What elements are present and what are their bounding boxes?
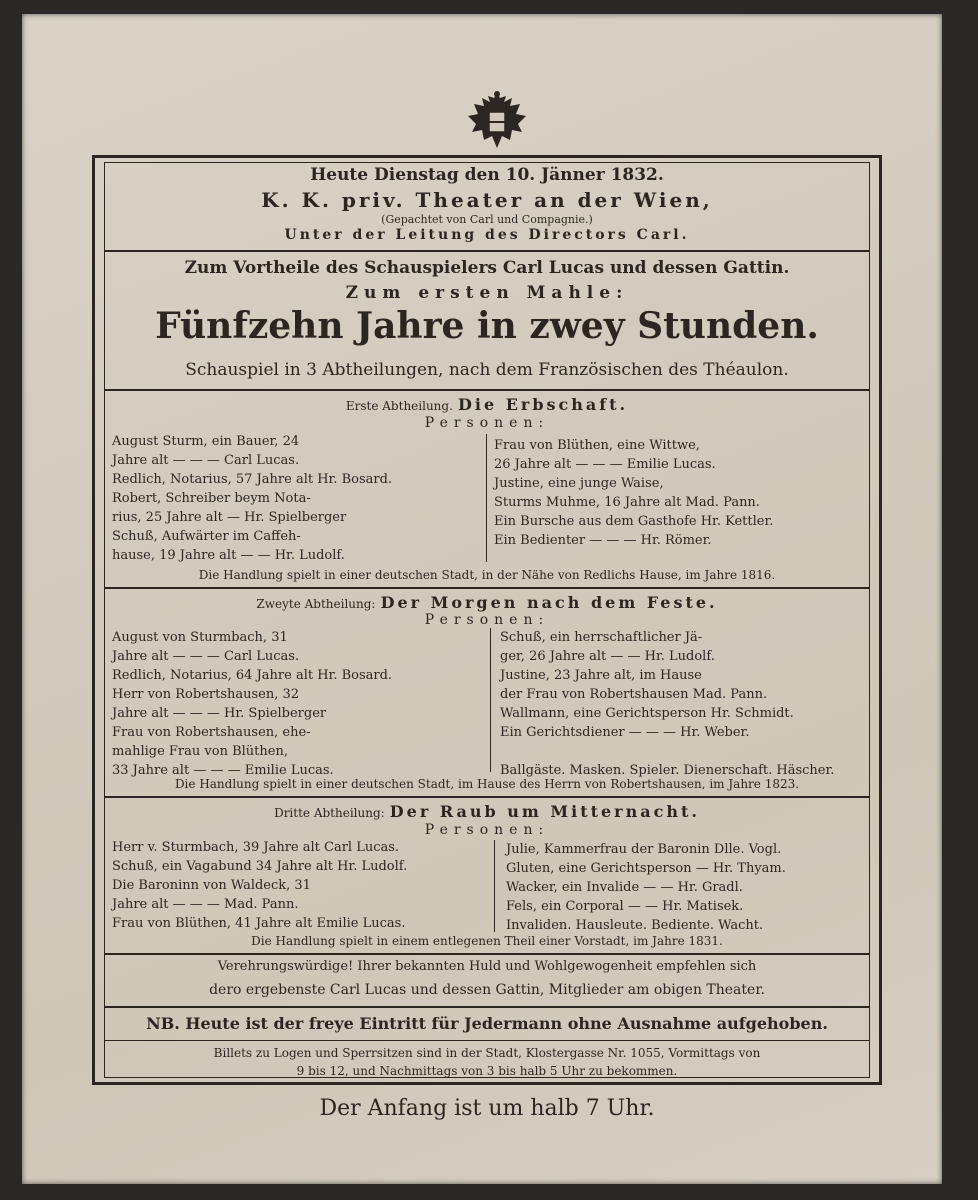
theater-direction: Unter der Leitung des Directors Carl.	[284, 227, 690, 243]
tickets-line-1: Billets zu Logen und Sperrsitzen sind in der Stadt, Klostergasse Nr. 1055, Vormittags von	[213, 1046, 761, 1060]
cast-line: Jahre alt — — — Hr. Spielberger	[112, 706, 327, 721]
cast-line: August Sturm, ein Bauer, 24	[112, 434, 300, 449]
cast-line: Schuß, Aufwärter im Caffeh-	[112, 529, 301, 544]
cast-line: Redlich, Notarius, 57 Jahre alt Hr. Bosard.	[112, 472, 393, 487]
act2-setting: Die Handlung spielt in einer deutschen Stadt, im Hause des Herrn von Robertshausen, im Jahre 1823.	[174, 777, 800, 791]
act3-setting: Die Handlung spielt in einem entlegenen Theil einer Vorstadt, im Jahre 1831.	[251, 934, 723, 948]
divider	[104, 389, 870, 391]
act3-cast-right	[506, 840, 786, 935]
act2-cast-right	[500, 628, 834, 780]
cast-line: Julie, Kammerfrau der Baronin Dlle. Vogl.	[506, 842, 782, 857]
dedication-line-1: Verehrungswürdige! Ihrer bekannten Huld und Wohlgewogenheit empfehlen sich	[217, 959, 757, 974]
cast-line: Schuß, ein Vagabund 34 Jahre alt Hr. Ludolf.	[112, 859, 408, 874]
cast-line: Gluten, eine Gerichtsperson — Hr. Thyam.	[506, 861, 786, 876]
cast-line: Frau von Robertshausen, ehe-	[112, 725, 311, 740]
column-divider	[494, 840, 495, 932]
cast-line: Justine, 23 Jahre alt, im Hause	[500, 668, 702, 683]
first-time-line: Zum ersten Mahle:	[345, 283, 629, 303]
act1-setting: Die Handlung spielt in einer deutschen Stadt, in der Nähe von Redlichs Hause, im Jahre 1816.	[198, 568, 776, 582]
cast-line: Jahre alt — — — Carl Lucas.	[112, 453, 300, 468]
start-time: Der Anfang ist um halb 7 Uhr.	[319, 1096, 655, 1121]
cast-line	[500, 742, 834, 761]
cast-line: Robert, Schreiber beym Nota-	[112, 491, 311, 506]
cast-line: Invaliden. Hausleute. Bediente. Wacht.	[506, 918, 764, 933]
cast-line: Herr von Robertshausen, 32	[112, 687, 300, 702]
cast-line: Wacker, ein Invalide — — Hr. Gradl.	[506, 880, 743, 895]
cast-line: hause, 19 Jahre alt — — Hr. Ludolf.	[112, 548, 345, 563]
cast-line: 26 Jahre alt — — — Emilie Lucas.	[494, 457, 716, 472]
theater-owner: (Gepachtet von Carl und Compagnie.)	[381, 213, 593, 226]
act2-heading	[104, 593, 870, 612]
cast-line: der Frau von Robertshausen Mad. Pann.	[500, 687, 768, 702]
nb-notice: NB. Heute ist der freye Eintritt für Jedermann ohne Ausnahme aufgehoben.	[146, 1014, 828, 1033]
benefit-line: Zum Vortheile des Schauspielers Carl Lucas und dessen Gattin.	[184, 258, 790, 278]
act2-heading-small: Zweyte Abtheilung:	[256, 597, 376, 611]
act1-heading-title: Die Erbschaft.	[458, 395, 629, 414]
date-line: Heute Dienstag den 10. Jänner 1832.	[310, 165, 664, 185]
act1-heading	[104, 395, 870, 414]
divider	[104, 796, 870, 798]
act3-heading-small: Dritte Abtheilung:	[274, 806, 385, 820]
act3-cast-left	[112, 838, 407, 933]
act3-heading-title: Der Raub um Mitternacht.	[389, 802, 700, 821]
cast-line: Ballgäste. Masken. Spieler. Dienerschaft. Häscher.	[500, 763, 835, 778]
cast-line: mahlige Frau von Blüthen,	[112, 744, 288, 759]
play-title: Fünfzehn Jahre in zwey Stunden.	[155, 305, 819, 347]
cast-line: Justine, eine junge Waise,	[494, 476, 664, 491]
tickets-line-2: 9 bis 12, und Nachmittags von 3 bis halb 5 Uhr zu bekommen.	[296, 1064, 678, 1078]
cast-line: Die Baroninn von Waldeck, 31	[112, 878, 311, 893]
cast-line: Frau von Blüthen, eine Wittwe,	[494, 438, 700, 453]
column-divider	[486, 434, 487, 562]
act1-heading-small: Erste Abtheilung.	[345, 399, 453, 413]
theater-name: K. K. priv. Theater an der Wien,	[261, 188, 713, 212]
divider	[104, 587, 870, 589]
act2-personen: Personen:	[424, 612, 550, 628]
cast-line: Redlich, Notarius, 64 Jahre alt Hr. Bosard.	[112, 668, 393, 683]
divider	[104, 1006, 870, 1008]
cast-line: rius, 25 Jahre alt — Hr. Spielberger	[112, 510, 347, 525]
act3-personen: Personen:	[424, 822, 550, 838]
cast-line: Fels, ein Corporal — — Hr. Matisek.	[506, 899, 744, 914]
column-divider	[490, 628, 491, 772]
cast-line: Herr v. Sturmbach, 39 Jahre alt Carl Lucas.	[112, 840, 400, 855]
cast-line: Ein Bursche aus dem Gasthofe Hr. Kettler.	[494, 514, 774, 529]
act2-cast-left	[112, 628, 392, 780]
cast-line: August von Sturmbach, 31	[112, 630, 288, 645]
act1-cast-right	[494, 436, 773, 550]
cast-line: ger, 26 Jahre alt — — Hr. Ludolf.	[500, 649, 715, 664]
play-subtitle: Schauspiel in 3 Abtheilungen, nach dem Französischen des Théaulon.	[185, 360, 789, 380]
cast-line: 33 Jahre alt — — — Emilie Lucas.	[112, 763, 334, 778]
divider	[104, 953, 870, 955]
cast-line: Ein Gerichtsdiener — — — Hr. Weber.	[500, 725, 750, 740]
cast-line: Frau von Blüthen, 41 Jahre alt Emilie Lucas.	[112, 916, 406, 931]
act1-cast-left	[112, 432, 392, 565]
act2-heading-title: Der Morgen nach dem Feste.	[380, 593, 718, 612]
cast-line: Schuß, ein herrschaftlicher Jä-	[500, 630, 703, 645]
cast-line: Ein Bedienter — — — Hr. Römer.	[494, 533, 712, 548]
dedication-line-2: dero ergebenste Carl Lucas und dessen Gattin, Mitglieder am obigen Theater.	[209, 982, 765, 998]
imperial-eagle-icon	[462, 88, 532, 158]
act1-personen: Personen:	[424, 415, 550, 431]
divider	[104, 250, 870, 252]
cast-line: Jahre alt — — — Mad. Pann.	[112, 897, 299, 912]
cast-line: Wallmann, eine Gerichtsperson Hr. Schmidt.	[500, 706, 794, 721]
act3-heading	[104, 802, 870, 821]
divider	[104, 1040, 870, 1041]
cast-line: Jahre alt — — — Carl Lucas.	[112, 649, 300, 664]
cast-line: Sturms Muhme, 16 Jahre alt Mad. Pann.	[494, 495, 760, 510]
